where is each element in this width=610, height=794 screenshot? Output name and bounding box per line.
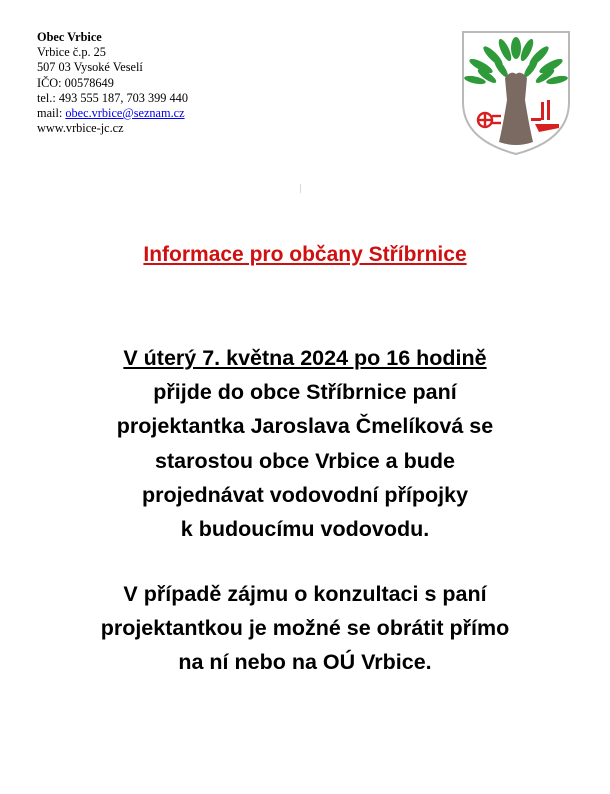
ico-number: IČO: 00578649 — [37, 75, 114, 90]
website: www.vrbice-jc.cz — [37, 121, 124, 136]
email-link[interactable]: obec.vrbice@seznam.cz — [65, 106, 185, 121]
email-label: mail: — [37, 106, 66, 121]
paragraph-2-line-1: V případě zájmu o konzultaci s paní — [123, 582, 487, 606]
organization-name: Obec Vrbice — [37, 30, 102, 44]
coat-of-arms-icon — [461, 30, 571, 156]
paragraph-1-line-3: projektantka Jaroslava Čmelíková se — [116, 414, 494, 439]
paragraph-1-line-4: starostou obce Vrbice a bude — [155, 448, 455, 473]
address-line-1: Vrbice č.p. 25 — [37, 45, 106, 60]
paragraph-1-line-6: k budoucímu vodovodu. — [180, 517, 430, 542]
divider-mark — [300, 184, 301, 193]
phone-numbers: tel.: 493 555 187, 703 399 440 — [37, 90, 188, 105]
notice-heading: Informace pro občany Stříbrnice — [143, 243, 467, 266]
paragraph-2-line-2: projektantkou je možné se obrátit přímo — [100, 616, 510, 641]
paragraph-1-line-5: projednávat vodovodní přípojky — [141, 482, 469, 507]
meeting-date-line: V úterý 7. května 2024 po 16 hodině — [123, 346, 487, 370]
letterhead — [37, 30, 188, 136]
address-line-2: 507 03 Vysoké Veselí — [37, 60, 143, 75]
notice-paragraph-1 — [30, 341, 580, 546]
paragraph-2-line-3: na ní nebo na OÚ Vrbice. — [178, 650, 432, 675]
notice-paragraph-2 — [30, 577, 580, 680]
email-line — [37, 106, 188, 121]
paragraph-1-line-2: přijde do obce Stříbrnice paní — [153, 380, 457, 405]
